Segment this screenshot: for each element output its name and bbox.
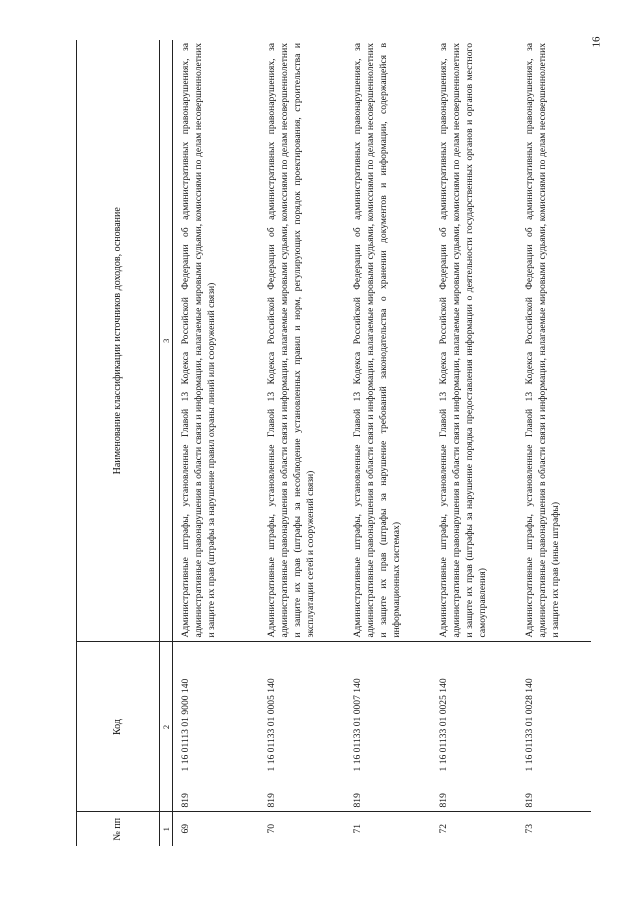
row-budget-code: 1 16 01113 01 9000 140 xyxy=(180,678,191,772)
column-number: 3 xyxy=(160,40,173,642)
row-code xyxy=(173,642,259,812)
row-code xyxy=(259,642,345,812)
table-row xyxy=(431,40,517,846)
row-code xyxy=(431,642,517,812)
row-description: Административные штрафы, установленные Главой 13 Кодекса Российской Федерации об административных правонарушениях, за административные правонарушения в области связи и информации, налагаемые мировыми судьями, комиссиями по делам несовершеннолетних и защите их прав (штрафы за несоблюдение установленных правил и норм, регулирующих порядок проектирования, строительства и эксплуатации сетей и сооружений связи) xyxy=(265,43,316,638)
header-name: Наименование классификации источников доходов, основание xyxy=(77,40,160,642)
row-org-code: 819 xyxy=(523,793,535,808)
table-row xyxy=(173,40,259,846)
row-code xyxy=(345,642,431,812)
row-budget-code: 1 16 01133 01 0007 140 xyxy=(351,678,363,772)
rotated-table xyxy=(76,40,560,846)
row-budget-code: 1 16 01133 01 0025 140 xyxy=(437,678,449,772)
header-row xyxy=(77,40,160,846)
row-org-code: 819 xyxy=(437,793,449,808)
row-number: 72 xyxy=(431,812,517,846)
row-budget-code: 1 16 01133 01 0005 140 xyxy=(265,678,277,772)
row-number: 73 xyxy=(517,812,591,846)
header-code: Код xyxy=(77,642,160,812)
row-description: Административные штрафы, установленные Главой 13 Кодекса Российской Федерации об административных правонарушениях, за административные правонарушения в области связи и информации, налагаемые мировыми судьями, комиссиями по делам несовершеннолетних и защите их прав (штрафы за нарушение порядка предоставления информации о деятельности государственных органов и органов местного самоуправления) xyxy=(437,43,488,638)
table-row xyxy=(345,40,431,846)
header-number: № пп xyxy=(77,812,160,846)
table-container xyxy=(76,40,560,846)
row-code xyxy=(517,642,591,812)
table-row xyxy=(259,40,345,846)
row-description: Административные штрафы, установленные Главой 13 Кодекса Российской Федерации об административных правонарушениях, за административные правонарушения в области связи и информации, налагаемые мировыми судьями, комиссиями по делам несовершеннолетних и защите их прав (штрафы за нарушение правил охраны линий или сооружений связи) xyxy=(180,43,218,638)
column-number-row xyxy=(160,40,173,846)
row-budget-code: 1 16 01133 01 0028 140 xyxy=(523,678,535,772)
row-description: Административные штрафы, установленные Главой 13 Кодекса Российской Федерации об административных правонарушениях, за административные правонарушения в области связи и информации, налагаемые мировыми судьями, комиссиями по делам несовершеннолетних и защите их прав (штрафы за нарушение требований законодательства о хранении документов и информации, содержащейся в информационных системах) xyxy=(351,43,402,638)
column-number: 2 xyxy=(160,642,173,812)
row-org-code: 819 xyxy=(180,793,191,808)
row-number: 71 xyxy=(345,812,431,846)
row-number: 69 xyxy=(173,812,259,846)
revenue-classification-table xyxy=(76,40,591,846)
row-number: 70 xyxy=(259,812,345,846)
table-row xyxy=(517,40,591,846)
row-org-code: 819 xyxy=(351,793,363,808)
column-number: 1 xyxy=(160,812,173,846)
row-description: Административные штрафы, установленные Главой 13 Кодекса Российской Федерации об административных правонарушениях, за административные правонарушения в области связи и информации, налагаемые мировыми судьями, комиссиями по делам несовершеннолетних и защите их прав (иные штрафы) xyxy=(523,43,561,638)
row-org-code: 819 xyxy=(265,793,277,808)
page-number: 16 xyxy=(590,36,602,48)
